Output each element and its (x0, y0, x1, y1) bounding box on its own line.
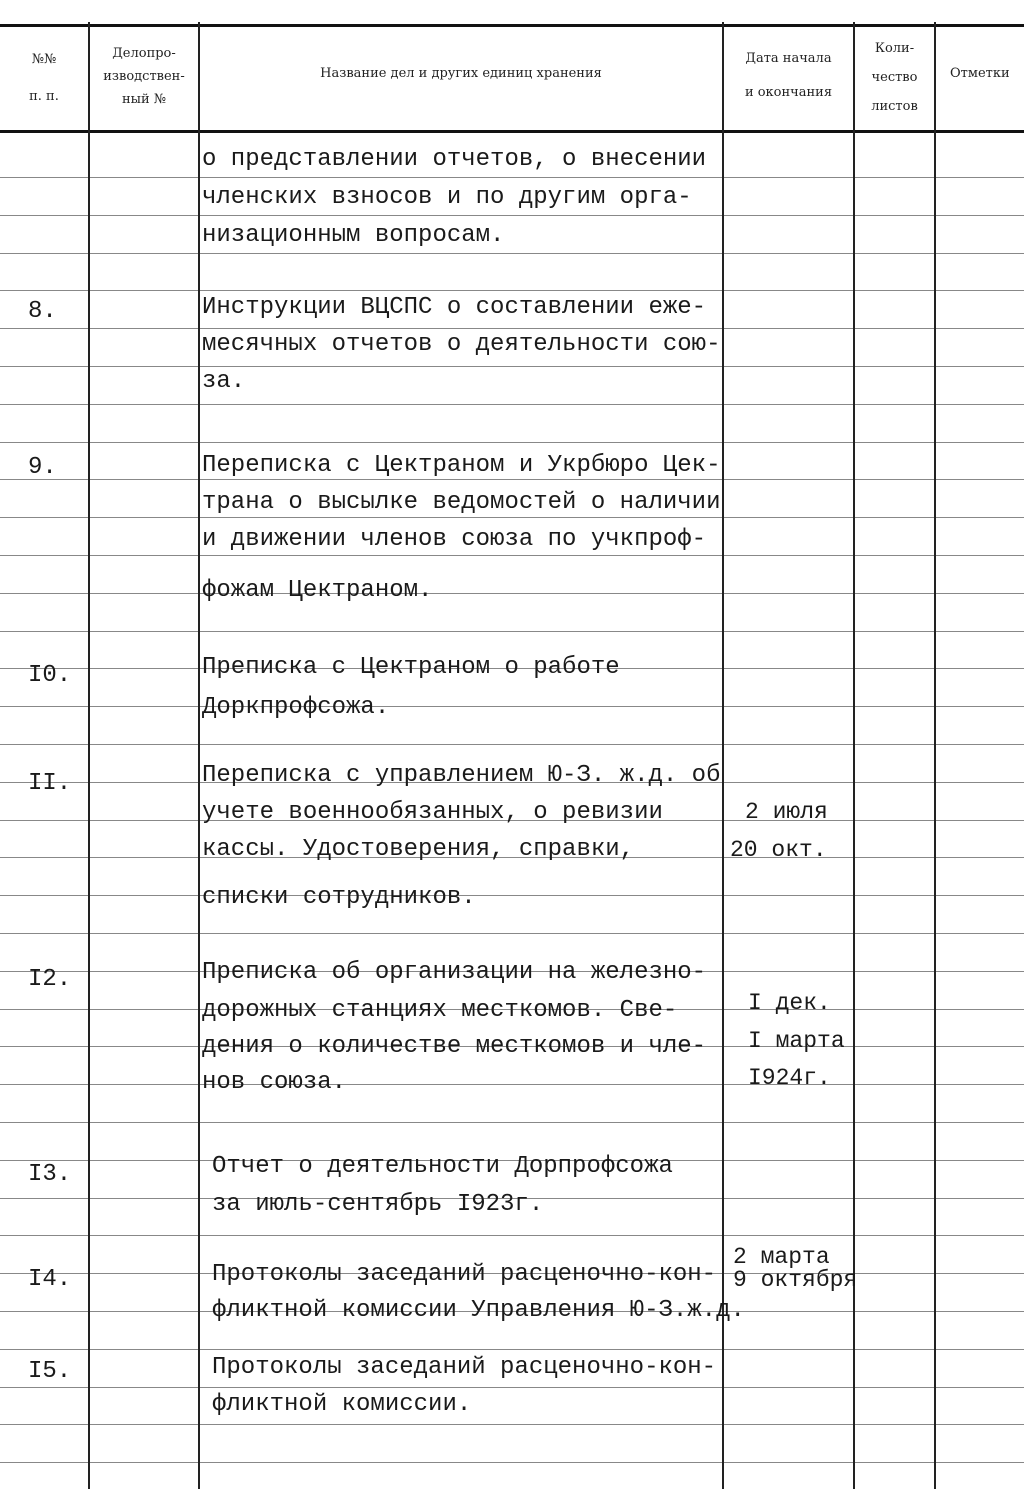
entry-date: 2 марта (733, 1244, 830, 1270)
entry-date: I924г. (748, 1065, 831, 1091)
header-line: Делопро- (112, 46, 176, 61)
entry-text-line: фликтной комиссии Управления Ю-З.ж.д. (212, 1297, 745, 1324)
entry-number: I0. (28, 662, 72, 689)
entry-text-line: за июль-сентябрь I923г. (212, 1191, 544, 1218)
header-line: Коли- (874, 41, 915, 56)
column-divider (88, 22, 90, 1489)
header-line: и окончания (744, 85, 833, 100)
entry-number: 9. (28, 454, 57, 481)
header-line: изводствен- (103, 69, 185, 84)
ruled-line (0, 631, 1024, 632)
header-line: п. п. (29, 89, 59, 104)
entry-text-line: и движении членов союза по учкпроф- (202, 526, 707, 553)
entry-number: II. (28, 770, 72, 797)
ruled-line (0, 1235, 1024, 1236)
entry-date: I дек. (748, 990, 831, 1016)
header-title: Название дел и других единиц хранения (320, 66, 602, 81)
ruled-line (0, 1387, 1024, 1388)
ruled-line (0, 177, 1024, 178)
entry-number: I4. (28, 1266, 72, 1293)
header-line: №№ (31, 52, 57, 67)
header-line: ный № (121, 92, 167, 107)
ruled-line (0, 328, 1024, 329)
ruled-line (0, 1084, 1024, 1085)
ruled-line (0, 517, 1024, 518)
header-line: Дата начала (745, 51, 832, 66)
ruled-line (0, 404, 1024, 405)
ruled-line (0, 1424, 1024, 1425)
entry-text-line: Отчет о деятельности Дорпрофсожа (212, 1153, 673, 1180)
entry-text-line: низационным вопросам. (202, 222, 505, 249)
ruled-line (0, 290, 1024, 291)
entry-text-line: кассы. Удостоверения, справки, (202, 836, 635, 863)
header-top-rule (0, 24, 1024, 27)
ruled-line (0, 442, 1024, 443)
entry-text-line: Преписка об организации на железно- (202, 959, 707, 986)
entry-number: I2. (28, 966, 72, 993)
column-divider (934, 22, 936, 1489)
entry-text-line: за. (202, 368, 246, 395)
ruled-line (0, 555, 1024, 556)
header-number (0, 48, 88, 108)
entry-date: 9 октября (733, 1267, 858, 1293)
header-bottom-rule (0, 130, 1024, 133)
entry-text-line: Переписка с Цектраном и Укрбюро Цек- (202, 452, 721, 479)
ruled-line (0, 706, 1024, 707)
ruled-line (0, 366, 1024, 367)
entry-number: I3. (28, 1161, 72, 1188)
entry-text-line: Доркпрофсожа. (202, 694, 390, 721)
entry-text-line: фожам Цектраном. (202, 577, 433, 604)
entry-text-line: Протоколы заседаний расценочно-кон- (212, 1354, 717, 1381)
entry-text-line: о представлении отчетов, о внесении (202, 146, 707, 173)
entry-text-line: нов союза. (202, 1069, 347, 1096)
entry-text-line: Переписка с управлением Ю-З. ж.д. об (202, 762, 721, 789)
entry-text-line: Инструкции ВЦСПС о составлении еже- (202, 294, 707, 321)
ruled-line (0, 215, 1024, 216)
entry-date: 20 окт. (730, 837, 827, 863)
ruled-line (0, 895, 1024, 896)
header-dates (724, 42, 853, 110)
entry-text-line: списки сотрудников. (202, 884, 476, 911)
column-divider (722, 22, 724, 1489)
entry-number: 8. (28, 298, 57, 325)
header-line: чество (871, 70, 918, 85)
ruled-line (0, 744, 1024, 745)
entry-text-line: месячных отчетов о деятельности сою- (202, 331, 721, 358)
entry-text-line: фликтной комиссии. (212, 1391, 472, 1418)
entry-text-line: Преписка с Цектраном о работе (202, 654, 620, 681)
ruled-line (0, 1462, 1024, 1463)
entry-number: I5. (28, 1358, 72, 1385)
entry-text-line: учете военнообязанных, о ревизии (202, 799, 663, 826)
header-office-number (90, 42, 198, 111)
entry-text-line: Протоколы заседаний расценочно-кон- (212, 1261, 717, 1288)
entry-text-line: дорожных станциях месткомов. Све- (202, 997, 678, 1024)
ruled-line (0, 933, 1024, 934)
ruled-line (0, 1349, 1024, 1350)
entry-text-line: членских взносов и по другим орга- (202, 184, 692, 211)
header-line: листов (871, 99, 918, 114)
entry-text-line: дения о количестве месткомов и чле- (202, 1033, 707, 1060)
ruled-line (0, 1122, 1024, 1123)
header-notes: Отметки (950, 66, 1010, 81)
ruled-line (0, 253, 1024, 254)
entry-date: I марта (748, 1028, 845, 1054)
column-divider (198, 22, 200, 1489)
ruled-line (0, 593, 1024, 594)
entry-date: 2 июля (745, 799, 828, 825)
entry-text-line: трана о высылке ведомостей о наличии (202, 489, 721, 516)
header-sheets (855, 34, 934, 121)
